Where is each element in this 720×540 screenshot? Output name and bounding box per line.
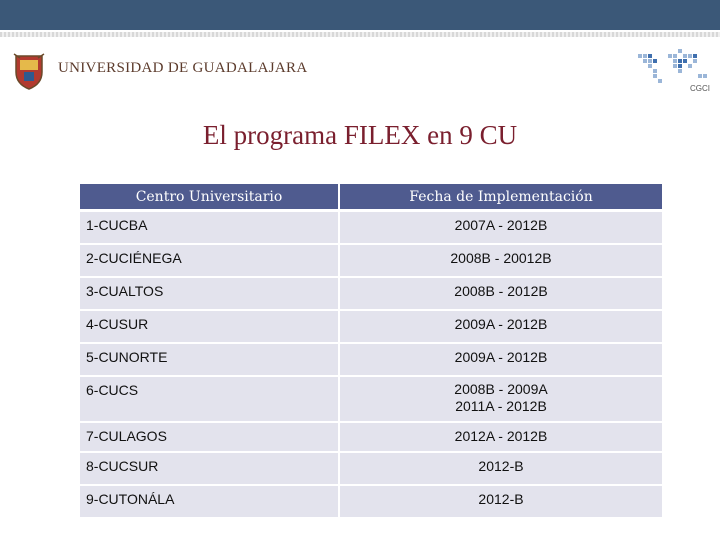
cell-centro: 7-CULAGOS — [80, 423, 338, 453]
cell-fecha: 2009A - 2012B — [338, 311, 662, 344]
table-row — [80, 423, 662, 453]
table-row — [80, 212, 662, 245]
cell-fecha: 2012-B — [338, 453, 662, 486]
partner-logo-text: CGCI — [690, 84, 710, 93]
cell-fecha — [338, 377, 662, 423]
table-row — [80, 311, 662, 344]
cell-fecha: 2008B - 2012B — [338, 278, 662, 311]
table-row — [80, 453, 662, 486]
implementation-table — [80, 184, 662, 519]
university-crest-icon — [12, 52, 46, 90]
top-banner — [0, 0, 720, 30]
table-row — [80, 377, 662, 423]
column-header-fecha: Fecha de Implementación — [338, 184, 662, 212]
cell-centro: 9-CUTONÁLA — [80, 486, 338, 519]
cell-centro: 5-CUNORTE — [80, 344, 338, 377]
page-title: El programa FILEX en 9 CU — [202, 120, 518, 150]
table-row — [80, 486, 662, 519]
column-header-centro: Centro Universitario — [80, 184, 338, 212]
cell-fecha: 2007A - 2012B — [338, 212, 662, 245]
cell-fecha: 2008B - 20012B — [338, 245, 662, 278]
table-row — [80, 278, 662, 311]
cell-centro: 3-CUALTOS — [80, 278, 338, 311]
table-header-row — [80, 184, 662, 212]
cell-centro: 4-CUSUR — [80, 311, 338, 344]
cell-centro: 8-CUCSUR — [80, 453, 338, 486]
cell-fecha: 2012-B — [338, 486, 662, 519]
cell-fecha-line: 2011A - 2012B — [455, 398, 547, 414]
cell-fecha: 2012A - 2012B — [338, 423, 662, 453]
cell-centro: 6-CUCS — [80, 377, 338, 423]
table-row — [80, 245, 662, 278]
cell-centro: 1-CUCBA — [80, 212, 338, 245]
table-row — [80, 344, 662, 377]
cell-fecha-line: 2008B - 2009A — [454, 381, 548, 397]
cell-fecha: 2009A - 2012B — [338, 344, 662, 377]
cell-centro: 2-CUCIÉNEGA — [80, 245, 338, 278]
decorative-divider — [0, 32, 720, 37]
university-name: UNIVERSIDAD DE GUADALAJARA — [58, 60, 308, 76]
